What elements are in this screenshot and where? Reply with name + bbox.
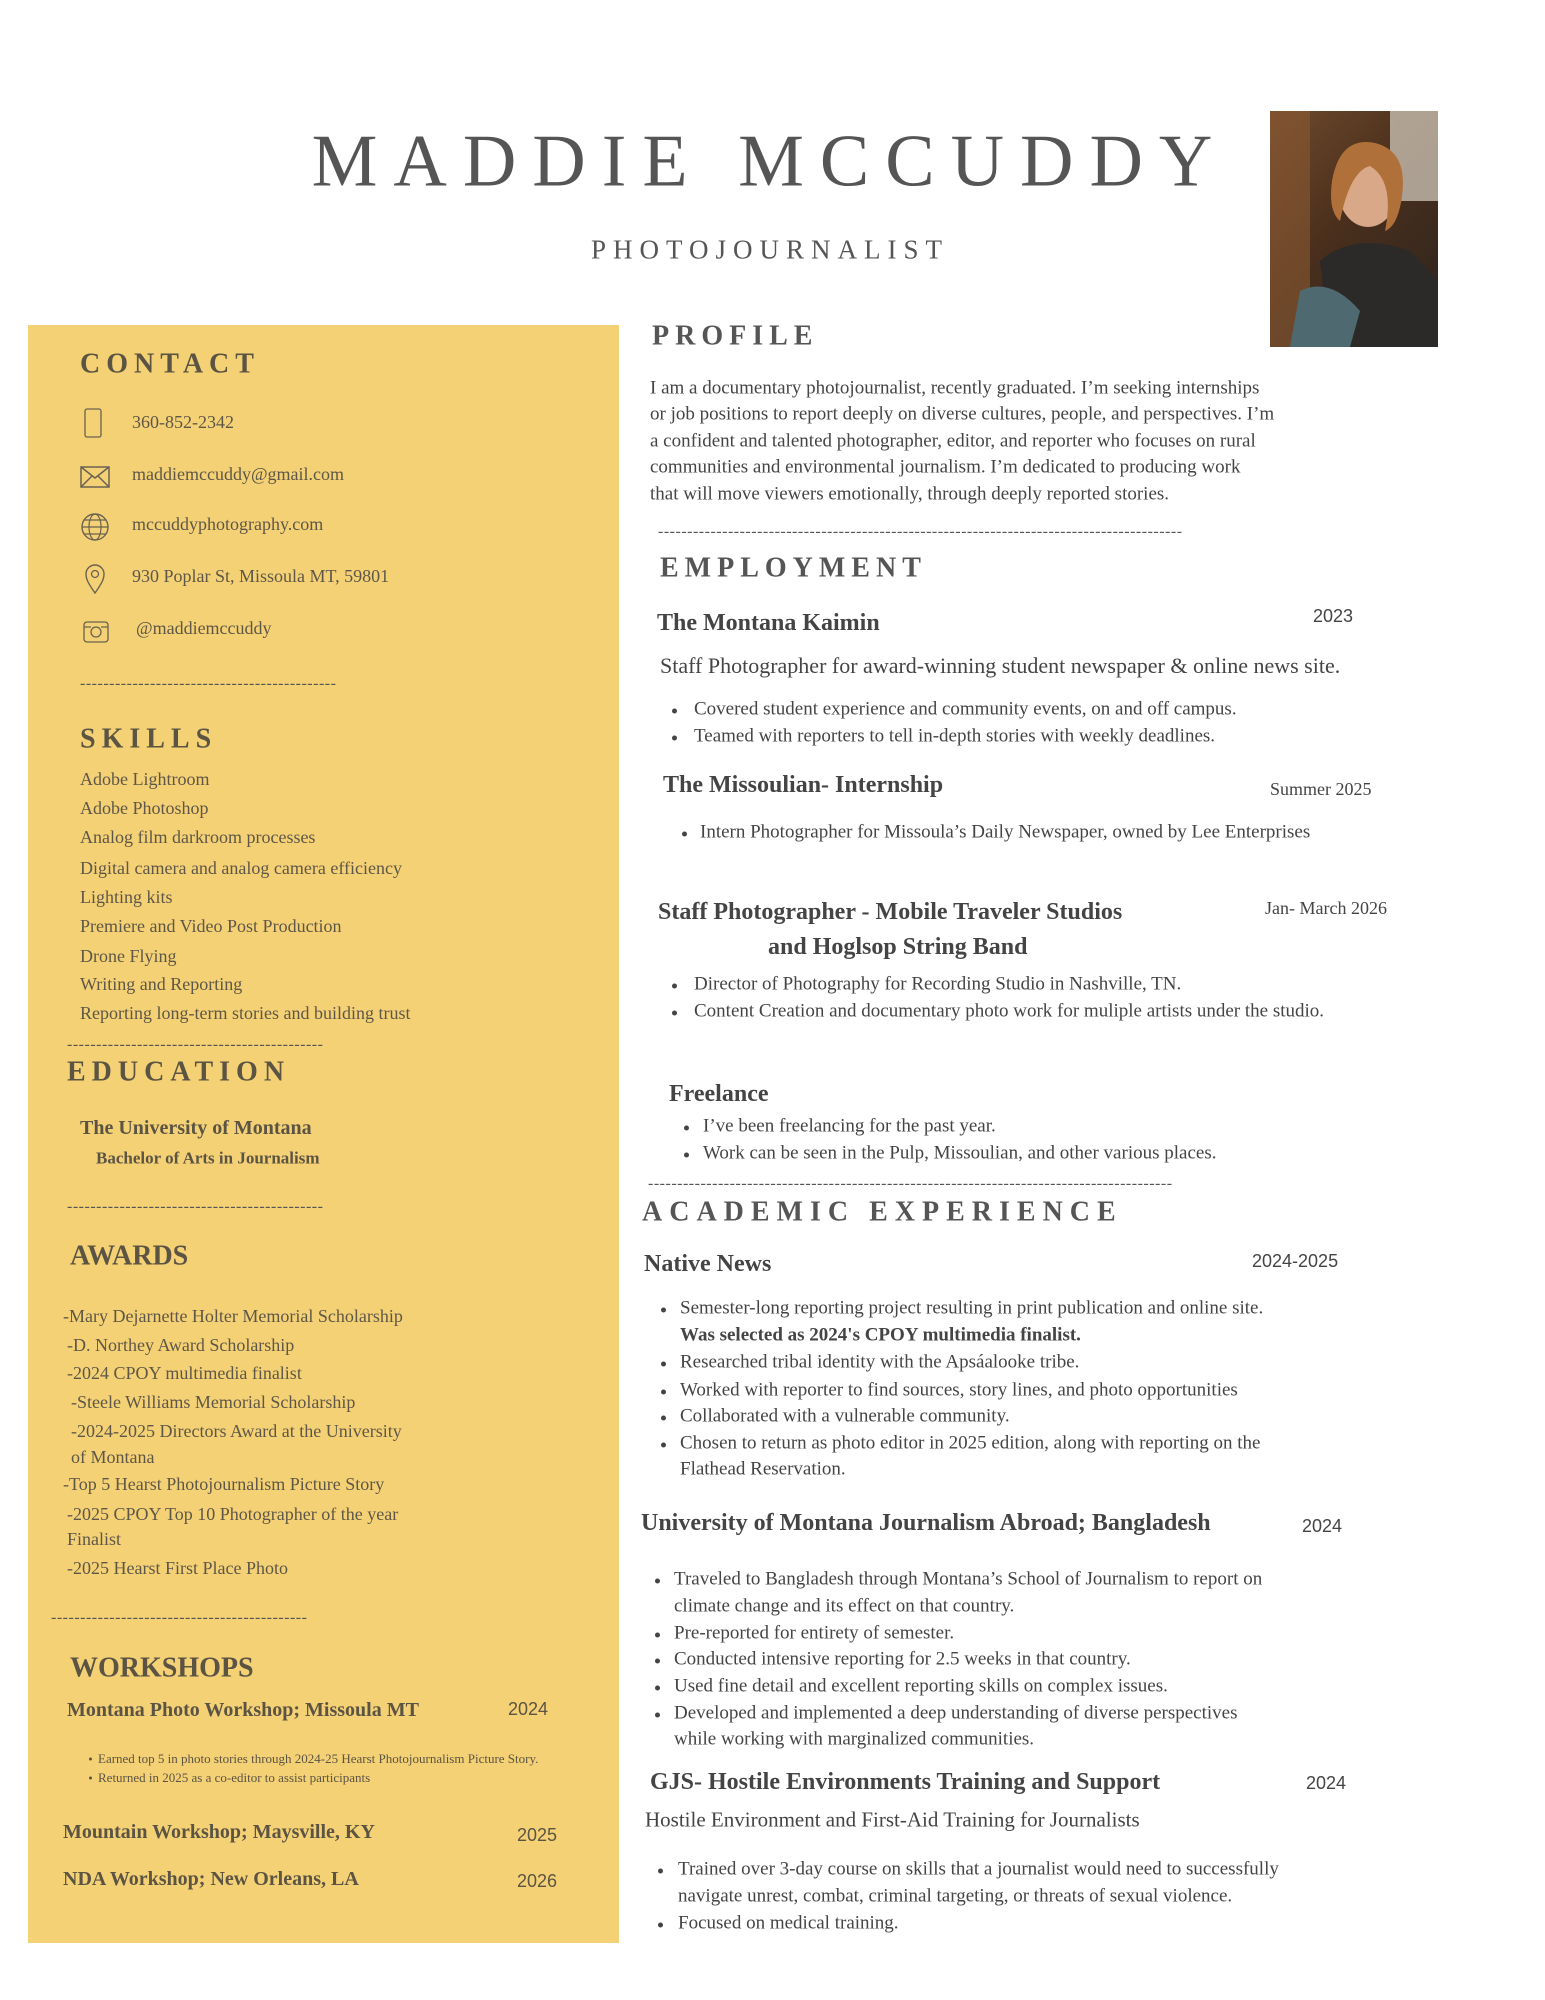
job-bullet: Director of Photography for Recording Studio in Nashville, TN. xyxy=(694,973,1182,995)
job-bullet: Intern Photographer for Missoula’s Daily Newspaper, owned by Lee Enterprises xyxy=(700,821,1311,843)
academic-line: Was selected as 2024's CPOY multimedia finalist. xyxy=(680,1324,1081,1346)
workshop-name: NDA Workshop; New Orleans, LA xyxy=(63,1868,359,1890)
skill-item: Lighting kits xyxy=(80,887,173,908)
bullet xyxy=(684,1153,689,1158)
academic-date: 2024 xyxy=(1306,1773,1347,1794)
profile-line: a confident and talented photographer, editor, and reporter who focuses on rural xyxy=(650,430,1256,452)
academic-line: Researched tribal identity with the Apsáalooke tribe. xyxy=(680,1351,1080,1373)
job-date: Summer 2025 xyxy=(1270,779,1372,800)
profile-heading: PROFILE xyxy=(652,320,819,352)
workshop-name: Montana Photo Workshop; Missoula MT xyxy=(67,1699,419,1721)
resume-title: PHOTOJOURNALIST xyxy=(590,234,950,265)
skill-item: Adobe Photoshop xyxy=(80,798,209,819)
academic-title: GJS- Hostile Environments Training and Support xyxy=(650,1768,1161,1795)
academic-title: Native News xyxy=(644,1250,772,1277)
academic-line: climate change and its effect on that country. xyxy=(674,1595,1015,1617)
academic-title: University of Montana Journalism Abroad; Bangladesh xyxy=(641,1509,1211,1536)
bullet xyxy=(672,1011,677,1016)
award-line: -Top 5 Hearst Photojournalism Picture Story xyxy=(63,1474,385,1495)
academic-line: Developed and implemented a deep understanding of diverse perspectives xyxy=(674,1702,1238,1724)
bullet xyxy=(658,1869,663,1874)
skill-item: Adobe Lightroom xyxy=(80,769,210,790)
bullet xyxy=(655,1659,660,1664)
job-title-continued: and Hoglsop String Band xyxy=(768,933,1028,960)
profile-line: I am a documentary photojournalist, recently graduated. I’m seeking internships xyxy=(650,377,1260,399)
academic-line: Flathead Reservation. xyxy=(680,1458,846,1480)
bullet xyxy=(661,1416,666,1421)
education-school: The University of Montana xyxy=(80,1117,312,1139)
workshop-year: 2024 xyxy=(508,1699,549,1720)
divider: -------------------------------------------- xyxy=(80,675,337,693)
academic-line: Semester-long reporting project resulting in print publication and online site. xyxy=(680,1297,1264,1319)
job-title: Freelance xyxy=(669,1080,769,1107)
academic-subtitle: Hostile Environment and First-Aid Training for Journalists xyxy=(645,1807,1140,1832)
bullet xyxy=(672,736,677,741)
bullet xyxy=(672,709,677,714)
location-pin-icon xyxy=(84,564,106,594)
academic-line: Traveled to Bangladesh through Montana’s School of Journalism to report on xyxy=(674,1568,1263,1590)
bullet xyxy=(655,1579,660,1584)
awards-heading: AWARDS xyxy=(70,1240,189,1272)
job-bullet: I’ve been freelancing for the past year. xyxy=(703,1115,996,1137)
academic-line: Focused on medical training. xyxy=(678,1912,899,1934)
bullet xyxy=(661,1390,666,1395)
workshop-bullet: Earned top 5 in photo stories through 2024-25 Hearst Photojournalism Picture Story. xyxy=(98,1750,539,1766)
email-icon xyxy=(80,466,110,488)
profile-line: or job positions to report deeply on diverse cultures, people, and perspectives. I’m xyxy=(650,403,1275,425)
bullet xyxy=(682,832,687,837)
award-line: -2025 Hearst First Place Photo xyxy=(67,1558,288,1579)
employment-heading: EMPLOYMENT xyxy=(660,552,927,584)
job-subtitle: Staff Photographer for award-winning student newspaper & online news site. xyxy=(660,652,1341,678)
academic-line: Pre-reported for entirety of semester. xyxy=(674,1622,955,1644)
skill-item: Premiere and Video Post Production xyxy=(80,916,342,937)
skill-item: Digital camera and analog camera efficiency xyxy=(80,858,402,879)
job-title: The Missoulian- Internship xyxy=(663,771,944,798)
job-bullet: Teamed with reporters to tell in-depth stories with weekly deadlines. xyxy=(694,725,1216,747)
contact-address: 930 Poplar St, Missoula MT, 59801 xyxy=(132,566,390,587)
phone-icon xyxy=(84,408,102,438)
divider: -------------------------------------------- xyxy=(67,1036,324,1054)
academic-line: Conducted intensive reporting for 2.5 weeks in that country. xyxy=(674,1648,1131,1670)
workshop-name: Mountain Workshop; Maysville, KY xyxy=(63,1821,375,1843)
bullet xyxy=(655,1686,660,1691)
academic-line: Collaborated with a vulnerable community. xyxy=(680,1405,1010,1427)
academic-line: Chosen to return as photo editor in 2025 edition, along with reporting on the xyxy=(680,1432,1261,1454)
bullet xyxy=(655,1713,660,1718)
instagram-icon xyxy=(82,618,110,644)
academic-line: while working with marginalized communities. xyxy=(674,1728,1035,1750)
job-bullet: Content Creation and documentary photo work for muliple artists under the studio. xyxy=(694,1000,1325,1022)
bullet xyxy=(661,1308,666,1313)
contact-instagram[interactable]: @maddiemccuddy xyxy=(136,618,272,639)
skill-item: Writing and Reporting xyxy=(80,974,243,995)
bullet xyxy=(684,1126,689,1131)
skill-item: Analog film darkroom processes xyxy=(80,827,316,848)
divider: ------------------------------------------------------------------------------------------ xyxy=(648,1175,1173,1193)
bullet xyxy=(672,984,677,989)
workshop-year: 2026 xyxy=(517,1871,558,1892)
education-heading: EDUCATION xyxy=(67,1056,291,1088)
skill-item: Reporting long-term stories and building trust xyxy=(80,1003,411,1024)
globe-icon xyxy=(80,512,110,542)
job-title: Staff Photographer - Mobile Traveler Studios xyxy=(658,898,1123,925)
job-title: The Montana Kaimin xyxy=(657,609,880,636)
divider: -------------------------------------------- xyxy=(51,1609,308,1627)
job-bullet: Covered student experience and community events, on and off campus. xyxy=(694,698,1237,720)
job-date: Jan- March 2026 xyxy=(1265,898,1387,919)
skills-heading: SKILLS xyxy=(80,723,218,755)
bullet xyxy=(661,1443,666,1448)
award-line: -2025 CPOY Top 10 Photographer of the year xyxy=(67,1504,399,1525)
bullet xyxy=(661,1362,666,1367)
workshop-bullet: Returned in 2025 as a co-editor to assist participants xyxy=(98,1769,371,1785)
workshop-year: 2025 xyxy=(517,1825,558,1846)
bullet xyxy=(655,1633,660,1638)
profile-photo xyxy=(1270,111,1438,347)
academic-line: Used fine detail and excellent reporting skills on complex issues. xyxy=(674,1675,1168,1697)
academic-line: Worked with reporter to find sources, story lines, and photo opportunities xyxy=(680,1379,1238,1401)
academic-date: 2024 xyxy=(1302,1516,1343,1537)
profile-line: communities and environmental journalism. I’m dedicated to producing work xyxy=(650,456,1241,478)
award-line: -D. Northey Award Scholarship xyxy=(67,1335,295,1356)
workshops-heading: WORKSHOPS xyxy=(70,1652,254,1684)
job-date: 2023 xyxy=(1313,606,1354,627)
resume-name: MADDIE MCCUDDY xyxy=(311,120,1229,203)
award-line: -Mary Dejarnette Holter Memorial Scholarship xyxy=(63,1306,403,1327)
contact-email[interactable]: maddiemccuddy@gmail.com xyxy=(132,464,345,485)
academic-heading: ACADEMIC EXPERIENCE xyxy=(642,1196,1123,1228)
skill-item: Drone Flying xyxy=(80,946,177,967)
award-line: of Montana xyxy=(71,1447,155,1468)
academic-line: Trained over 3-day course on skills that a journalist would need to successfully xyxy=(678,1858,1279,1880)
contact-heading: CONTACT xyxy=(80,348,260,380)
contact-website[interactable]: mccuddyphotography.com xyxy=(132,514,324,535)
award-line: Finalist xyxy=(67,1529,122,1550)
divider: -------------------------------------------- xyxy=(67,1198,324,1216)
profile-line: that will move viewers emotionally, through deeply reported stories. xyxy=(650,483,1170,505)
bullet xyxy=(658,1923,663,1928)
education-degree: Bachelor of Arts in Journalism xyxy=(96,1148,320,1168)
award-line: -2024 CPOY multimedia finalist xyxy=(67,1363,302,1384)
job-bullet: Work can be seen in the Pulp, Missoulian, and other various places. xyxy=(703,1142,1217,1164)
award-line: -2024-2025 Directors Award at the University xyxy=(71,1421,402,1442)
award-line: -Steele Williams Memorial Scholarship xyxy=(71,1392,356,1413)
divider: ------------------------------------------------------------------------------------------ xyxy=(658,523,1183,541)
academic-line: navigate unrest, combat, criminal targeting, or threats of sexual violence. xyxy=(678,1885,1233,1907)
contact-phone[interactable]: 360-852-2342 xyxy=(132,412,234,433)
academic-date: 2024-2025 xyxy=(1252,1251,1339,1272)
